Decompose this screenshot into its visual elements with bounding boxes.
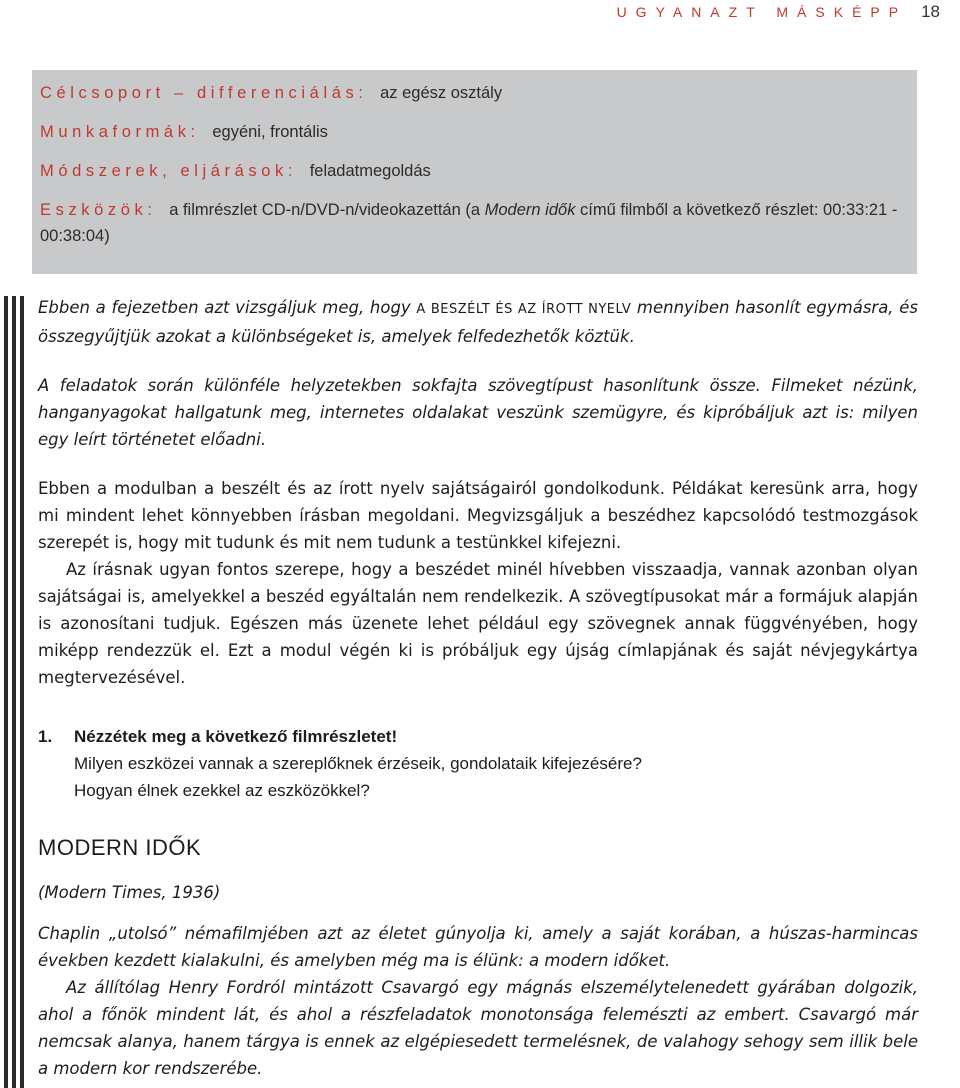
film-title: MODERN IDŐK — [38, 835, 202, 860]
intro-p1-caps: A BESZÉLT ÉS AZ ÍROTT NYELV — [416, 302, 632, 317]
task-title: Nézzétek meg a következő filmrészletet! — [74, 727, 398, 746]
page-header — [617, 0, 940, 24]
methods-value: feladatmegoldás — [309, 162, 431, 180]
film-subtitle: (Modern Times, 1936) — [38, 883, 221, 902]
tools-film-title: Modern idők — [484, 201, 576, 219]
intro-paragraph-3: Ebben a modulban a beszélt és az írott nyelv sajátságairól gondolkodunk. Példákat keresünk arra, hogy mi mindent lehet könnyebben írásban megoldani. Megvizsgáljuk a beszédhez kapcsolódó testmozgások szerepét is, hogy mit tudunk és mit nem tudunk a testünkkel kifejezni. — [38, 479, 918, 552]
margin-bar — [4, 296, 8, 1088]
task-question-2: Hogyan élnek ezekkel az eszközökkel? — [74, 781, 370, 800]
task-question-1: Milyen eszközei vannak a szereplőknek érzéseik, gondolataik kifejezésére? — [74, 754, 642, 773]
work-label: Munkaformák: — [40, 123, 200, 141]
task-heading — [38, 723, 918, 750]
task-1 — [38, 723, 918, 804]
tools-value-a: a filmrészlet CD-n/DVD-n/videokazettán (a — [169, 201, 481, 219]
margin-bars — [4, 296, 28, 1088]
tools-value-b: című filmből a következő részlet: 00:33:21 - 00:38:04) — [40, 201, 898, 245]
intro-paragraph-2: A feladatok során különféle helyzetekben sokfajta szövegtípust hasonlítunk össze. Filmeket nézünk, hanganyagokat hallgatunk meg, internetes oldalakat veszünk szemügyre, és kipróbáljuk azt is: milyen egy leírt történetet előadni. — [38, 376, 918, 449]
running-title: UGYANAZT MÁSKÉPP — [616, 4, 908, 20]
film-paragraph-1: Chaplin „utolsó” némafilmjében azt az életet gúnyolja ki, amely a saját korában, a húszas-harmincas években kezdett kialakulni, és amelyben még ma is élünk: a modern időket. — [38, 924, 918, 970]
main-content — [38, 294, 918, 1082]
lesson-info-box — [32, 70, 917, 274]
intro-paragraph-1 — [38, 294, 918, 350]
intro-p1-b: mennyiben hasonlít egymásra, és összegyűjtjük azokat a különbségeket is, amelyek felfedezhetők köztük. — [38, 298, 918, 346]
tools-value — [40, 201, 897, 245]
task-number: 1. — [38, 727, 53, 746]
margin-bar — [12, 296, 16, 1088]
intro-paragraph-4: Az írásnak ugyan fontos szerepe, hogy a beszédet minél hívebben visszaadja, vannak azonban olyan sajátságai is, amelyekkel a beszéd egyáltalán nem rendelkezik. A szövegtípusokat már a formájuk alapján is azonosítani tudjuk. Egészen más üzenete lehet például egy szövegnek annak függvényében, hogy miképp rendezzük el. Ezt a modul végén ki is próbáljuk egy újság címlapjának és saját névjegykártya megtervezésével. — [38, 560, 918, 687]
target-label: Célcsoport – differenciálás: — [40, 84, 368, 102]
tools-label: Eszközök: — [40, 201, 157, 219]
margin-bar — [20, 296, 24, 1088]
methods-label: Módszerek, eljárások: — [40, 162, 298, 180]
info-row-methods — [40, 158, 907, 184]
info-row-target — [40, 80, 907, 106]
target-value: az egész osztály — [380, 84, 503, 102]
info-row-tools — [40, 197, 907, 249]
page-number: 18 — [921, 2, 940, 21]
film-paragraph-2: Az állítólag Henry Fordról mintázott Csavargó egy mágnás elszemélytelenedett gyárában dolgozik, ahol a főnök mindent lát, és ahol a részfeladatok monotonsága felemészti az embert. Csavargó már nemcsak alanya, hanem tárgya is ennek az elgépiesedett termelésnek, de valahogy sehogy sem illik bele a modern kor rendszerébe. — [38, 978, 918, 1078]
work-value: egyéni, frontális — [212, 123, 328, 141]
intro-p1-a: Ebben a fejezetben azt vizsgáljuk meg, hogy — [38, 298, 417, 317]
info-row-work — [40, 119, 907, 145]
